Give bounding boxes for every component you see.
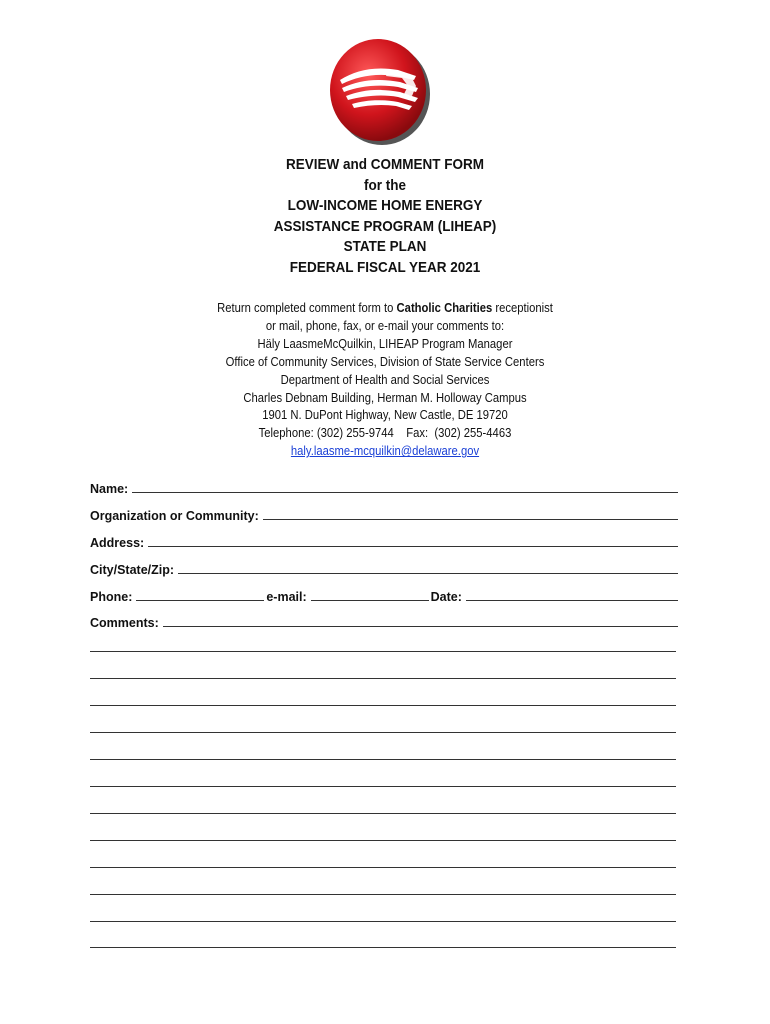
return-suffix: receptionist <box>492 301 553 315</box>
contact-line-6: Charles Debnam Building, Herman M. Holloway Campus <box>243 390 527 405</box>
organization-input-line[interactable] <box>263 519 678 520</box>
city-state-zip-field-row <box>90 559 678 577</box>
contact-info <box>0 300 770 461</box>
name-field-row <box>90 478 678 496</box>
comment-line[interactable] <box>90 840 676 841</box>
contact-line-5: Department of Health and Social Services <box>280 372 490 387</box>
state-service-centers-logo <box>326 36 434 148</box>
city-state-zip-input-line[interactable] <box>178 573 678 574</box>
return-prefix: Return completed comment form to <box>217 301 397 315</box>
comment-line[interactable] <box>90 705 676 706</box>
date-label: Date: <box>430 590 462 604</box>
comment-line[interactable] <box>90 732 676 733</box>
comment-line[interactable] <box>90 813 676 814</box>
email-input-line[interactable] <box>311 600 429 601</box>
name-label: Name: <box>90 482 129 496</box>
phone-label: Phone: <box>90 590 133 604</box>
comments-input-line[interactable] <box>163 626 678 627</box>
comments-field-row <box>90 612 678 630</box>
email-link[interactable]: haly.laasme-mcquilkin@delaware.gov <box>290 444 480 459</box>
return-instructions <box>39 300 732 318</box>
comment-line[interactable] <box>90 759 676 760</box>
comment-line[interactable] <box>90 867 676 868</box>
date-input-line[interactable] <box>466 600 678 601</box>
address-input-line[interactable] <box>148 546 678 547</box>
contact-line-3: Häly LaasmeMcQuilkin, LIHEAP Program Manager <box>257 336 513 351</box>
comment-line[interactable] <box>90 786 676 787</box>
contact-line-7: 1901 N. DuPont Highway, New Castle, DE 19720 <box>262 408 508 423</box>
comment-line[interactable] <box>90 947 676 948</box>
contact-line-8: Telephone: (302) 255-9744 Fax: (302) 255-4463 <box>258 426 512 441</box>
organization-label: Organization or Community: <box>90 509 259 523</box>
organization-field-row <box>90 505 678 523</box>
contact-line-4: Office of Community Services, Division of State Service Centers <box>225 354 545 369</box>
return-organization: Catholic Charities <box>396 301 493 315</box>
name-input-line[interactable] <box>132 492 678 493</box>
city-state-zip-label: City/State/Zip: <box>90 563 175 577</box>
comment-line[interactable] <box>90 921 676 922</box>
title-line-5: STATE PLAN <box>343 238 427 256</box>
comments-label: Comments: <box>90 616 159 630</box>
title-line-2: for the <box>363 176 406 194</box>
form-title <box>39 155 732 279</box>
phone-input-line[interactable] <box>136 600 264 601</box>
title-line-4: ASSISTANCE PROGRAM (LIHEAP) <box>273 217 497 235</box>
comment-line[interactable] <box>90 894 676 895</box>
email-label: e-mail: <box>266 590 307 604</box>
comment-line[interactable] <box>90 678 676 679</box>
title-line-1: REVIEW and COMMENT FORM <box>286 156 484 173</box>
phone-email-date-row <box>90 586 678 604</box>
contact-line-2: or mail, phone, fax, or e-mail your comments to: <box>265 318 505 333</box>
title-line-6: FEDERAL FISCAL YEAR 2021 <box>289 258 481 276</box>
title-line-3: LOW-INCOME HOME ENERGY <box>287 197 483 215</box>
address-field-row <box>90 532 678 550</box>
comment-line[interactable] <box>90 651 676 652</box>
address-label: Address: <box>90 536 145 550</box>
